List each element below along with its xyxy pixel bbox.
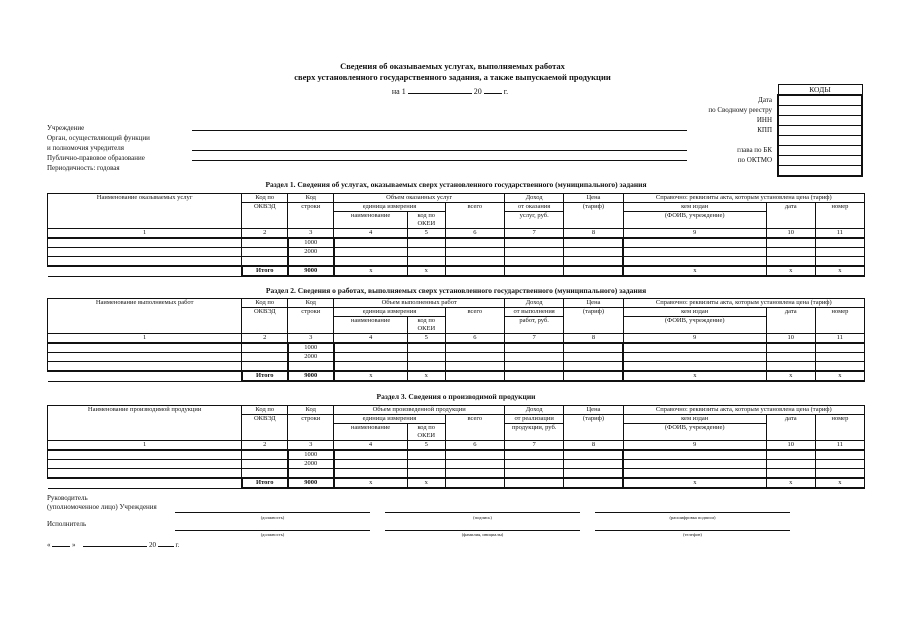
cap-decoding: (расшифровка подписи) <box>669 515 716 520</box>
section-1-title: Раздел 1. Сведения об услугах, оказываемых сверх установленного государственного (муниципального) задания <box>265 180 647 189</box>
total-empty <box>48 266 242 276</box>
data-cell[interactable] <box>407 362 445 372</box>
head-signature-line[interactable] <box>385 512 580 513</box>
data-cell[interactable] <box>242 343 288 353</box>
col-ref-by-header-2: (ФОИВ, учреждение) <box>623 212 766 229</box>
total-cell[interactable] <box>505 266 564 276</box>
data-cell[interactable] <box>242 257 288 267</box>
data-cell[interactable] <box>445 353 504 362</box>
code-cell-empty[interactable] <box>778 136 862 146</box>
section-1-table <box>47 193 865 277</box>
data-cell[interactable] <box>815 248 864 257</box>
data-cell[interactable] <box>505 469 564 479</box>
code-label-date: Дата <box>758 96 772 104</box>
total-empty <box>48 371 242 381</box>
total-cell[interactable] <box>445 478 504 488</box>
date-month-blank[interactable] <box>83 539 147 547</box>
total-empty <box>48 478 242 488</box>
col-number-7: 7 <box>505 441 564 451</box>
col-volume-header: Объем произведенной продукции <box>334 406 505 415</box>
date-quote-close: » <box>72 541 76 549</box>
data-cell[interactable] <box>815 362 864 372</box>
col-unit-code-l2: ОКЕИ <box>417 325 436 332</box>
col-name-header: Наименование оказываемых услуг <box>48 194 242 229</box>
executor-label: Исполнитель <box>47 520 87 528</box>
col-volume-header: Объем выполненных работ <box>334 299 505 308</box>
data-cell[interactable] <box>623 248 766 257</box>
col-code-header: Код <box>288 194 334 203</box>
period-year-blank[interactable] <box>484 85 502 94</box>
row-code: 2000 <box>288 460 334 469</box>
data-cell[interactable] <box>815 450 864 460</box>
data-cell[interactable] <box>766 460 815 469</box>
col-number-3: 3 <box>288 334 334 344</box>
col-unit-code-header <box>407 424 445 441</box>
date-quote-open: « <box>47 541 51 549</box>
col-number-8: 8 <box>564 334 623 344</box>
col-unit-code-header <box>407 317 445 334</box>
col-number-9: 9 <box>623 229 766 239</box>
cap-phone: (телефон) <box>683 532 702 537</box>
total-x: x <box>623 371 766 381</box>
col-income-header-3: услуг, руб. <box>505 212 564 229</box>
data-cell[interactable] <box>407 238 445 248</box>
data-cell[interactable] <box>815 353 864 362</box>
total-x: x <box>766 371 815 381</box>
data-cell[interactable] <box>334 460 408 469</box>
col-number-5: 5 <box>407 441 445 451</box>
data-cell[interactable] <box>766 257 815 267</box>
col-code-header-2: строки <box>288 203 334 229</box>
data-cell[interactable] <box>445 343 504 353</box>
col-ref-act-header: Справочно: реквизиты акта, которым установлена цена (тариф) <box>623 406 864 415</box>
col-code-header: Код <box>288 299 334 308</box>
data-cell[interactable] <box>334 353 408 362</box>
col-number-1: 1 <box>48 441 242 451</box>
col-number-1: 1 <box>48 334 242 344</box>
data-cell[interactable] <box>48 343 242 353</box>
data-cell[interactable] <box>623 362 766 372</box>
total-x: x <box>334 478 408 488</box>
data-cell[interactable] <box>407 343 445 353</box>
data-cell[interactable] <box>445 450 504 460</box>
col-code-header-2: строки <box>288 415 334 441</box>
data-cell[interactable] <box>766 238 815 248</box>
data-cell[interactable] <box>564 343 623 353</box>
col-ref-date-header: дата <box>766 308 815 334</box>
col-number-3: 3 <box>288 441 334 451</box>
col-number-4: 4 <box>334 229 408 239</box>
data-cell[interactable] <box>505 362 564 372</box>
exec-phone-line[interactable] <box>595 530 790 531</box>
col-unit-code-l2: ОКЕИ <box>417 432 436 439</box>
data-cell[interactable] <box>242 450 288 460</box>
col-total-header: всего <box>445 308 504 334</box>
data-cell[interactable] <box>445 460 504 469</box>
data-cell[interactable] <box>48 248 242 257</box>
col-ref-date-header: дата <box>766 203 815 229</box>
col-price-header-2: (тариф) <box>564 203 623 229</box>
col-ref-by-header: кем издан <box>623 415 766 424</box>
col-income-header-2: от реализации <box>505 415 564 424</box>
data-cell[interactable] <box>815 238 864 248</box>
cap-position: (должность) <box>260 515 285 520</box>
col-number-11: 11 <box>815 441 864 451</box>
data-cell[interactable] <box>242 238 288 248</box>
data-cell[interactable] <box>242 248 288 257</box>
code-cell-last[interactable] <box>778 166 862 177</box>
data-cell[interactable] <box>242 362 288 372</box>
total-x: x <box>407 266 445 276</box>
data-cell[interactable] <box>334 257 408 267</box>
total-x: x <box>623 478 766 488</box>
col-unit-header: единица измерения <box>334 308 445 317</box>
col-ref-by-header: кем издан <box>623 308 766 317</box>
data-cell[interactable] <box>766 362 815 372</box>
data-cell[interactable] <box>766 248 815 257</box>
col-income-header-3: продукции, руб. <box>505 424 564 441</box>
data-cell[interactable] <box>445 238 504 248</box>
head-decoding-line[interactable] <box>595 512 790 513</box>
col-ref-act-header: Справочно: реквизиты акта, которым установлена цена (тариф) <box>623 299 864 308</box>
period-prefix: на 1 <box>391 87 406 96</box>
codes-header: КОДЫ <box>778 85 862 96</box>
col-number-4: 4 <box>334 441 408 451</box>
total-cell[interactable] <box>564 478 623 488</box>
code-label-registry: по Сводному реестру <box>708 106 772 114</box>
col-number-9: 9 <box>623 441 766 451</box>
data-cell[interactable] <box>242 353 288 362</box>
col-unit-code-l1: код по <box>417 424 436 431</box>
form-title-line1: Сведения об оказываемых услугах, выполняемых работах <box>340 61 565 71</box>
data-cell[interactable] <box>564 248 623 257</box>
data-cell[interactable] <box>623 257 766 267</box>
period-suffix: г. <box>503 87 509 96</box>
col-price-header-2: (тариф) <box>564 308 623 334</box>
col-number-2: 2 <box>242 441 288 451</box>
field-label-founder-2: и полномочия учредителя <box>47 144 124 152</box>
total-label: Итого <box>242 266 288 276</box>
data-cell[interactable] <box>623 238 766 248</box>
row-code <box>288 257 334 267</box>
section-3-table <box>47 405 865 489</box>
cap-signature: (подпись) <box>473 515 492 520</box>
col-okved-header-2: ОКВЭД <box>242 203 288 229</box>
data-cell[interactable] <box>505 343 564 353</box>
total-cell[interactable] <box>564 371 623 381</box>
header-fields <box>47 123 687 173</box>
total-x: x <box>766 478 815 488</box>
data-cell[interactable] <box>623 450 766 460</box>
col-number-10: 10 <box>766 229 815 239</box>
col-okved-header-2: ОКВЭД <box>242 308 288 334</box>
field-label-founder-1: Орган, осуществляющий функции <box>47 134 150 142</box>
data-cell[interactable] <box>445 257 504 267</box>
total-x: x <box>815 371 864 381</box>
report-period <box>250 85 650 96</box>
data-cell[interactable] <box>766 469 815 479</box>
code-label-bk: глава по БК <box>737 146 772 154</box>
col-number-3: 3 <box>288 229 334 239</box>
data-cell[interactable] <box>48 353 242 362</box>
col-total-header: всего <box>445 203 504 229</box>
col-unit-code-l1: код по <box>417 317 436 324</box>
col-unit-header: единица измерения <box>334 203 445 212</box>
data-cell[interactable] <box>445 248 504 257</box>
col-ref-by-header: кем издан <box>623 203 766 212</box>
col-unit-name-header: наименование <box>334 424 408 441</box>
field-label-institution: Учреждение <box>47 124 85 132</box>
code-label-oktmo: по ОКТМО <box>737 156 772 164</box>
col-okved-header: Код по <box>242 406 288 415</box>
data-cell[interactable] <box>564 469 623 479</box>
col-ref-num-header: номер <box>815 308 864 334</box>
cap-position-2: (должность) <box>260 532 285 537</box>
data-cell[interactable] <box>623 469 766 479</box>
total-cell[interactable] <box>445 266 504 276</box>
data-cell[interactable] <box>334 450 408 460</box>
data-cell[interactable] <box>564 460 623 469</box>
data-cell[interactable] <box>564 257 623 267</box>
col-income-header: Доход <box>505 194 564 203</box>
row-code: 2000 <box>288 248 334 257</box>
col-number-5: 5 <box>407 229 445 239</box>
date-day-blank[interactable] <box>52 539 70 547</box>
date-suffix: г. <box>175 541 180 549</box>
col-ref-by-header-2: (ФОИВ, учреждение) <box>623 317 766 334</box>
data-cell[interactable] <box>505 460 564 469</box>
total-cell[interactable] <box>445 371 504 381</box>
data-cell[interactable] <box>407 450 445 460</box>
data-cell[interactable] <box>407 353 445 362</box>
col-price-header-2: (тариф) <box>564 415 623 441</box>
col-number-10: 10 <box>766 334 815 344</box>
data-cell[interactable] <box>564 353 623 362</box>
col-code-header: Код <box>288 406 334 415</box>
section-2-title: Раздел 2. Сведения о работах, выполняемых сверх установленного государственного (муниципального) задания <box>265 286 647 295</box>
row-code: 2000 <box>288 353 334 362</box>
col-price-header: Цена <box>564 194 623 203</box>
code-cell-kpp[interactable] <box>778 126 862 136</box>
col-ref-by-header-2: (ФОИВ, учреждение) <box>623 424 766 441</box>
col-number-6: 6 <box>445 441 504 451</box>
data-cell[interactable] <box>564 362 623 372</box>
data-cell[interactable] <box>815 469 864 479</box>
col-unit-name-header: наименование <box>334 212 408 229</box>
cap-fio: (фамилия, инициалы) <box>461 532 504 537</box>
row-code <box>288 362 334 372</box>
exec-position-line[interactable] <box>175 530 370 531</box>
data-cell[interactable] <box>766 450 815 460</box>
head-label-line1: Руководитель <box>47 494 88 502</box>
exec-fio-line[interactable] <box>385 530 580 531</box>
data-cell[interactable] <box>505 257 564 267</box>
code-cell-oktmo[interactable] <box>778 156 862 166</box>
data-cell[interactable] <box>48 257 242 267</box>
total-code: 9000 <box>288 266 334 276</box>
data-cell[interactable] <box>766 353 815 362</box>
col-total-header: всего <box>445 415 504 441</box>
data-cell[interactable] <box>48 450 242 460</box>
total-label: Итого <box>242 371 288 381</box>
data-cell[interactable] <box>48 460 242 469</box>
data-cell[interactable] <box>564 238 623 248</box>
code-cell-registry[interactable] <box>778 106 862 116</box>
data-cell[interactable] <box>505 238 564 248</box>
data-cell[interactable] <box>505 248 564 257</box>
data-cell[interactable] <box>505 450 564 460</box>
total-cell[interactable] <box>505 371 564 381</box>
data-cell[interactable] <box>407 460 445 469</box>
data-cell[interactable] <box>242 460 288 469</box>
col-price-header: Цена <box>564 299 623 308</box>
field-label-public-entity: Публично-правовое образование <box>47 154 145 162</box>
col-ref-num-header: номер <box>815 415 864 441</box>
col-unit-name-header: наименование <box>334 317 408 334</box>
col-volume-header: Объем оказанных услуг <box>334 194 505 203</box>
data-cell[interactable] <box>623 460 766 469</box>
row-code: 1000 <box>288 450 334 460</box>
col-ref-date-header: дата <box>766 415 815 441</box>
total-cell[interactable] <box>564 266 623 276</box>
col-number-2: 2 <box>242 334 288 344</box>
col-number-1: 1 <box>48 229 242 239</box>
col-income-header-2: от оказания <box>505 203 564 212</box>
field-line-founder[interactable] <box>192 150 687 151</box>
section-2-table <box>47 298 865 382</box>
col-number-8: 8 <box>564 441 623 451</box>
data-cell[interactable] <box>815 343 864 353</box>
field-line-institution[interactable] <box>192 130 687 131</box>
code-label-kpp: КПП <box>757 126 772 134</box>
col-okved-header-2: ОКВЭД <box>242 415 288 441</box>
col-number-7: 7 <box>505 334 564 344</box>
field-label-periodicity: Периодичность: годовая <box>47 164 120 172</box>
col-number-4: 4 <box>334 334 408 344</box>
codes-table <box>777 84 863 177</box>
data-cell[interactable] <box>334 362 408 372</box>
data-cell[interactable] <box>815 460 864 469</box>
row-code <box>288 469 334 479</box>
data-cell[interactable] <box>242 469 288 479</box>
total-code: 9000 <box>288 478 334 488</box>
col-number-10: 10 <box>766 441 815 451</box>
total-x: x <box>407 478 445 488</box>
signature-date <box>47 539 179 549</box>
col-name-header: Наименование производимой продукции <box>48 406 242 441</box>
period-date-blank[interactable] <box>408 85 472 94</box>
data-cell[interactable] <box>623 343 766 353</box>
data-cell[interactable] <box>815 257 864 267</box>
code-cell-bk[interactable] <box>778 146 862 156</box>
head-label-line2: (уполномоченное лицо) Учреждения <box>47 503 157 511</box>
code-cell-inn[interactable] <box>778 116 862 126</box>
data-cell[interactable] <box>407 469 445 479</box>
col-number-6: 6 <box>445 229 504 239</box>
col-unit-header: единица измерения <box>334 415 445 424</box>
total-x: x <box>766 266 815 276</box>
col-okved-header: Код по <box>242 299 288 308</box>
total-x: x <box>623 266 766 276</box>
date-year-blank[interactable] <box>158 539 174 547</box>
col-income-header-3: работ, руб. <box>505 317 564 334</box>
col-ref-act-header: Справочно: реквизиты акта, которым установлена цена (тариф) <box>623 194 864 203</box>
col-okved-header: Код по <box>242 194 288 203</box>
col-number-8: 8 <box>564 229 623 239</box>
col-unit-code-l1: код по <box>417 212 436 219</box>
col-number-11: 11 <box>815 229 864 239</box>
data-cell[interactable] <box>505 353 564 362</box>
col-price-header: Цена <box>564 406 623 415</box>
col-number-7: 7 <box>505 229 564 239</box>
col-income-header: Доход <box>505 299 564 308</box>
section-3-title: Раздел 3. Сведения о производимой продукции <box>376 392 536 401</box>
data-cell[interactable] <box>48 238 242 248</box>
head-position-line[interactable] <box>175 512 370 513</box>
data-cell[interactable] <box>334 248 408 257</box>
total-x: x <box>815 478 864 488</box>
data-cell[interactable] <box>445 362 504 372</box>
data-cell[interactable] <box>564 450 623 460</box>
col-number-5: 5 <box>407 334 445 344</box>
date-year: 20 <box>149 541 156 549</box>
col-number-11: 11 <box>815 334 864 344</box>
field-line-public-entity[interactable] <box>192 160 687 161</box>
code-cell-date[interactable] <box>778 95 862 106</box>
col-unit-code-header <box>407 212 445 229</box>
col-number-2: 2 <box>242 229 288 239</box>
data-cell[interactable] <box>445 469 504 479</box>
total-x: x <box>815 266 864 276</box>
total-label: Итого <box>242 478 288 488</box>
col-number-9: 9 <box>623 334 766 344</box>
total-x: x <box>334 266 408 276</box>
col-name-header: Наименование выполняемых работ <box>48 299 242 334</box>
col-number-6: 6 <box>445 334 504 344</box>
head-signature-label <box>47 494 157 512</box>
col-code-header-2: строки <box>288 308 334 334</box>
data-cell[interactable] <box>334 343 408 353</box>
total-cell[interactable] <box>505 478 564 488</box>
col-income-header-2: от выполнения <box>505 308 564 317</box>
data-cell[interactable] <box>48 362 242 372</box>
total-x: x <box>407 371 445 381</box>
data-cell[interactable] <box>48 469 242 479</box>
code-label-inn: ИНН <box>756 116 772 124</box>
data-cell[interactable] <box>407 248 445 257</box>
col-unit-code-l2: ОКЕИ <box>417 220 436 227</box>
total-code: 9000 <box>288 371 334 381</box>
row-code: 1000 <box>288 343 334 353</box>
col-income-header: Доход <box>505 406 564 415</box>
form-title-line2: сверх установленного государственного задания, а также выпускаемой продукции <box>294 72 611 82</box>
period-year: 20 <box>473 87 482 96</box>
data-cell[interactable] <box>334 238 408 248</box>
data-cell[interactable] <box>766 343 815 353</box>
total-x: x <box>334 371 408 381</box>
col-ref-num-header: номер <box>815 203 864 229</box>
data-cell[interactable] <box>623 353 766 362</box>
data-cell[interactable] <box>334 469 408 479</box>
row-code: 1000 <box>288 238 334 248</box>
data-cell[interactable] <box>407 257 445 267</box>
